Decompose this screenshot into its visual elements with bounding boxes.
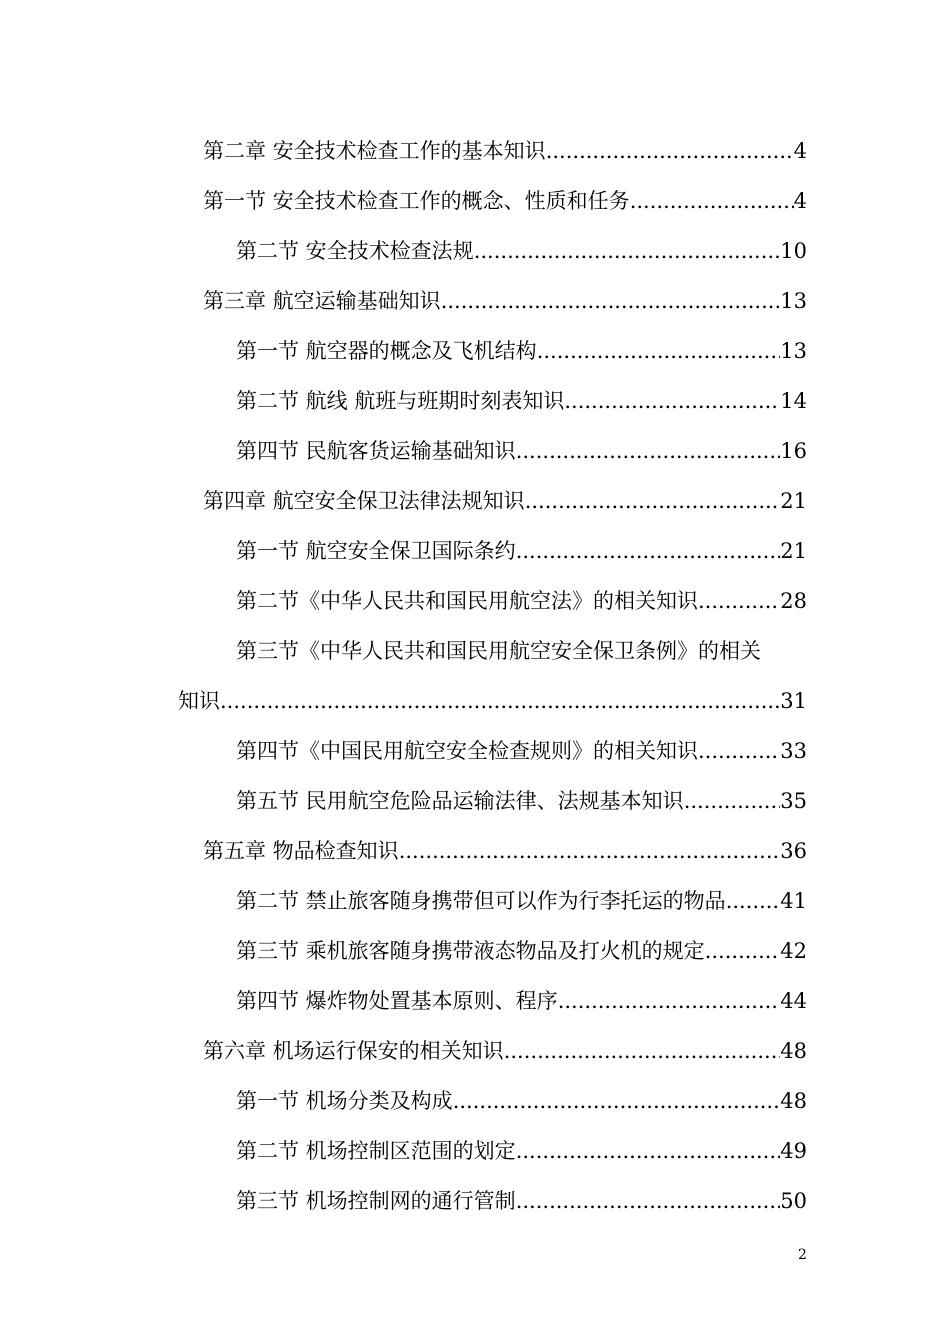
toc-entry-chapter-3[interactable] — [0, 286, 950, 326]
toc-entry-section[interactable] — [0, 436, 950, 476]
toc-leader-dots — [399, 836, 781, 866]
toc-entry-chapter-4[interactable] — [0, 486, 950, 526]
toc-leader-dots — [516, 436, 781, 466]
toc-entry-page: 49 — [780, 1139, 807, 1163]
toc-entry-section-wrapped[interactable] — [0, 636, 950, 726]
toc-entry-page: 13 — [780, 339, 807, 363]
toc-entry-label-line1: 第三节《中华人民共和国民用航空安全保卫条例》的相关 — [236, 639, 761, 663]
toc-entry-label: 第五节 民用航空危险品运输法律、法规基本知识 — [236, 789, 684, 813]
toc-entry-chapter-6[interactable] — [0, 1036, 950, 1076]
toc-entry-label: 第五章 物品检查知识 — [203, 839, 399, 863]
toc-entry-chapter-2[interactable] — [0, 136, 950, 176]
toc-leader-dots — [220, 686, 780, 716]
toc-leader-dots — [453, 1086, 781, 1116]
toc-entry-label: 第二节 禁止旅客随身携带但可以作为行李托运的物品 — [236, 889, 726, 913]
toc-entry-section[interactable] — [0, 236, 950, 276]
toc-entry-label: 第二节 航线 航班与班期时刻表知识 — [236, 389, 565, 413]
toc-entry-page: 28 — [780, 589, 807, 613]
toc-entry-page: 10 — [780, 239, 807, 263]
toc-entry-page: 13 — [780, 289, 807, 313]
toc-entry-label: 第三节 机场控制网的通行管制 — [236, 1189, 516, 1213]
toc-leader-dots — [698, 586, 780, 616]
toc-entry-page: 41 — [780, 889, 807, 913]
toc-leader-dots — [441, 286, 781, 316]
toc-entry-page: 33 — [780, 739, 807, 763]
toc-entry-section[interactable] — [0, 186, 950, 226]
page-number: 2 — [798, 1247, 807, 1263]
toc-entry-label: 第四章 航空安全保卫法律法规知识 — [203, 489, 525, 513]
toc-entry-section[interactable] — [0, 786, 950, 826]
toc-entry-section[interactable] — [0, 536, 950, 576]
toc-entry-label: 第四节 民航客货运输基础知识 — [236, 439, 516, 463]
toc-entry-section[interactable] — [0, 386, 950, 426]
toc-entry-label: 第三节 乘机旅客随身携带液态物品及打火机的规定 — [236, 939, 705, 963]
toc-leader-dots — [630, 186, 794, 216]
toc-leader-dots — [474, 236, 781, 266]
toc-entry-section[interactable] — [0, 736, 950, 776]
toc-leader-dots — [537, 336, 781, 366]
toc-entry-page: 42 — [780, 939, 807, 963]
toc-entry-label: 第一节 安全技术检查工作的概念、性质和任务 — [203, 189, 630, 213]
toc-entry-page: 35 — [780, 789, 807, 813]
toc-leader-dots — [684, 786, 781, 816]
toc-entry-label: 第一节 航空器的概念及飞机结构 — [236, 339, 537, 363]
toc-entry-label: 第四节《中国民用航空安全检查规则》的相关知识 — [236, 739, 698, 763]
toc-leader-dots — [516, 536, 781, 566]
toc-leader-dots — [516, 1136, 781, 1166]
toc-leader-dots — [698, 736, 780, 766]
toc-entry-section[interactable] — [0, 1186, 950, 1226]
toc-entry-label: 第二节 机场控制区范围的划定 — [236, 1139, 516, 1163]
toc-entry-chapter-5[interactable] — [0, 836, 950, 876]
toc-entry-label: 第二章 安全技术检查工作的基本知识 — [203, 139, 546, 163]
toc-entry-page: 14 — [780, 389, 807, 413]
toc-entry-page: 4 — [793, 139, 807, 163]
toc-leader-dots — [705, 936, 781, 966]
toc-entry-page: 36 — [780, 839, 807, 863]
toc-leader-dots — [525, 486, 781, 516]
toc-entry-section[interactable] — [0, 336, 950, 376]
toc-entry-page: 21 — [780, 489, 807, 513]
toc-entry-page: 16 — [780, 439, 807, 463]
toc-entry-label: 知识 — [178, 689, 220, 713]
toc-entry-section[interactable] — [0, 586, 950, 626]
toc-entry-label: 第一节 机场分类及构成 — [236, 1089, 453, 1113]
toc-entry-label: 第六章 机场运行保安的相关知识 — [203, 1039, 504, 1063]
toc-leader-dots — [504, 1036, 781, 1066]
toc-leader-dots — [558, 986, 781, 1016]
toc-entry-label: 第三章 航空运输基础知识 — [203, 289, 441, 313]
toc-entry-label: 第二节 安全技术检查法规 — [236, 239, 474, 263]
toc-entry-label: 第四节 爆炸物处置基本原则、程序 — [236, 989, 558, 1013]
toc-entry-page: 4 — [793, 189, 807, 213]
toc-leader-dots — [516, 1186, 781, 1216]
toc-entry-page: 48 — [780, 1089, 807, 1113]
toc-leader-dots — [546, 136, 794, 166]
toc-entry-page: 21 — [780, 539, 807, 563]
toc-entry-label: 第二节《中华人民共和国民用航空法》的相关知识 — [236, 589, 698, 613]
toc-entry-section[interactable] — [0, 1086, 950, 1126]
toc-entry-page: 50 — [780, 1189, 807, 1213]
toc-entry-page: 31 — [780, 689, 807, 713]
toc-entry-section[interactable] — [0, 936, 950, 976]
toc-entry-label: 第一节 航空安全保卫国际条约 — [236, 539, 516, 563]
toc-entry-page: 48 — [780, 1039, 807, 1063]
toc-entry-section[interactable] — [0, 1136, 950, 1176]
toc-leader-dots — [726, 886, 781, 916]
toc-entry-page: 44 — [780, 989, 807, 1013]
toc-leader-dots — [564, 386, 780, 416]
toc-entry-section[interactable] — [0, 986, 950, 1026]
toc-entry-section[interactable] — [0, 886, 950, 926]
